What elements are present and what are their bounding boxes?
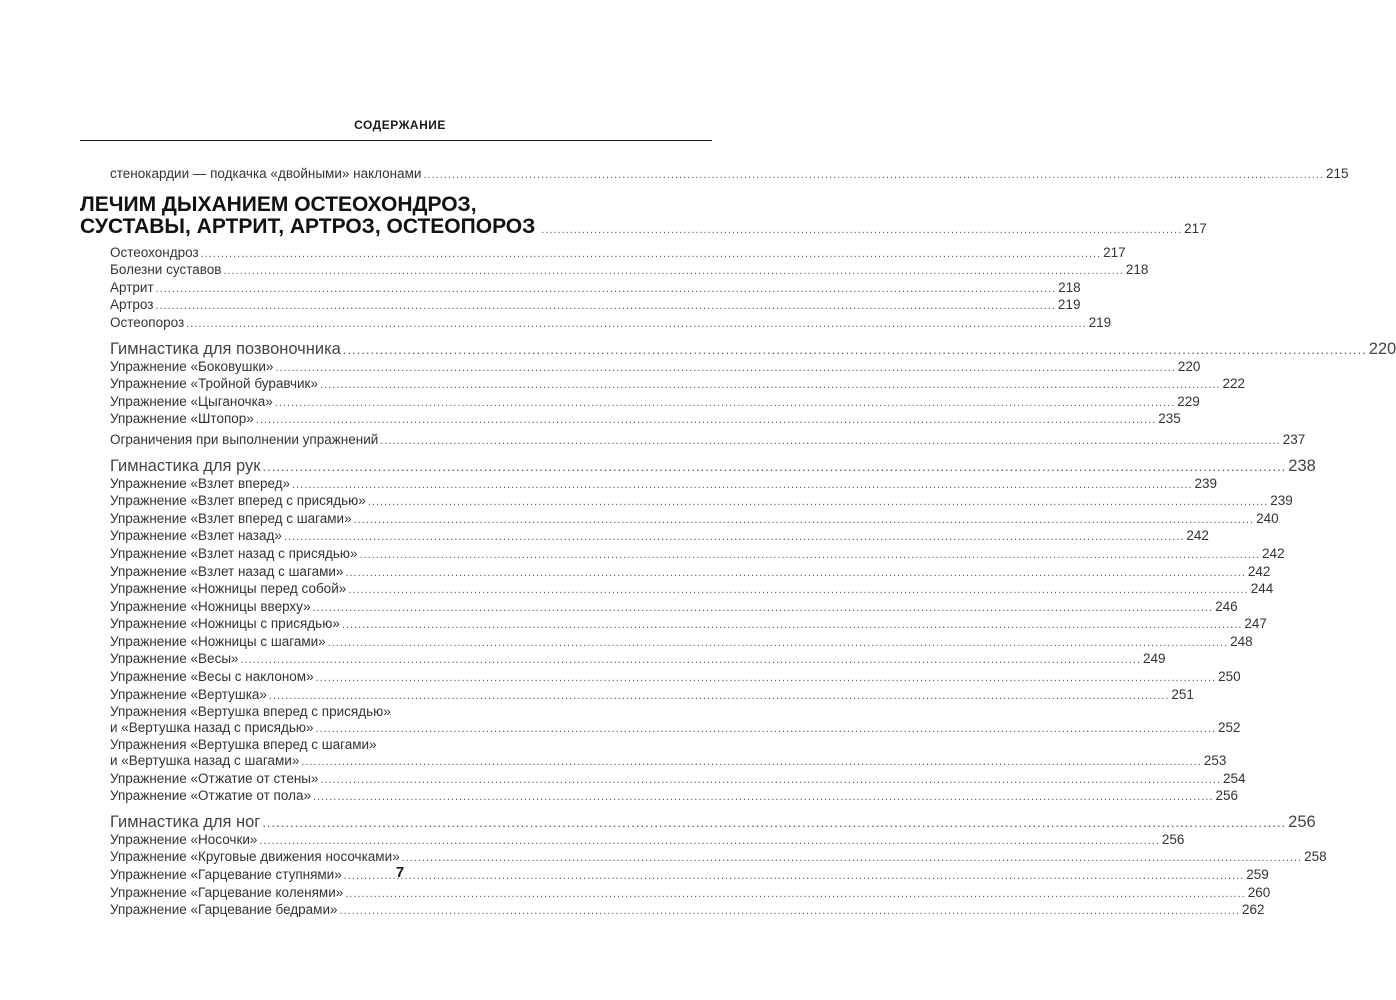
toc-entry <box>80 788 1238 806</box>
toc-entry <box>80 431 1306 450</box>
toc-leader <box>423 168 1323 184</box>
toc-leader <box>316 671 1216 687</box>
toc-entry-title: Упражнение «Носочки» <box>110 831 258 847</box>
chapter-title-line2: СУСТАВЫ, АРТРИТ, АРТРОЗ, ОСТЕОПОРОЗ <box>80 214 536 238</box>
toc-entry <box>80 770 1246 789</box>
toc-leader <box>223 264 1123 280</box>
toc-leader <box>345 887 1245 903</box>
toc-entry-title: Упражнение «Вертушка» <box>110 686 267 702</box>
toc-entry-title: и «Вертушка назад с шагами» <box>110 753 300 769</box>
toc-entry <box>80 411 1181 429</box>
toc-entry-title: Упражнение «Отжатие от пола» <box>110 788 311 804</box>
toc-entry <box>80 651 1166 669</box>
header-rule <box>80 140 712 141</box>
section-title: Гимнастика для позвоночника <box>110 339 341 358</box>
section-heading-legs <box>80 812 1316 832</box>
toc-entry-title: Упражнение «Отжатие от стены» <box>110 770 319 786</box>
toc-entry-page: 220 <box>1177 358 1201 374</box>
toc-leader <box>354 513 1254 529</box>
toc-entry-page: 254 <box>1222 770 1246 786</box>
toc-entry-title: Упражнение «Взлет вперед» <box>110 475 291 491</box>
toc-entry-page: 239 <box>1194 475 1218 491</box>
toc-entry-page: 258 <box>1304 849 1327 865</box>
toc-entry-title: Упражнение «Тройной буравчик» <box>110 376 318 392</box>
toc-entry <box>80 581 1274 599</box>
chapter-page: 217 <box>1184 220 1207 236</box>
toc-entry-title: Упражнение «Ножницы с присядью» <box>110 616 340 632</box>
section-page: 256 <box>1288 812 1316 831</box>
toc-leader <box>313 790 1213 806</box>
toc-leader <box>316 722 1216 738</box>
toc-leader <box>321 773 1221 789</box>
toc-entry-page: 240 <box>1256 510 1279 526</box>
toc-leader <box>259 834 1159 850</box>
toc-leader <box>292 478 1192 494</box>
toc-entry-title: Упражнение «Гарцевание ступнями» <box>110 867 342 882</box>
toc-entry <box>80 902 1265 920</box>
toc-entry-title: Упражнение «Боковушки» <box>110 358 274 374</box>
toc-entry <box>80 598 1238 617</box>
chapter-title-line1: ЛЕЧИМ ДЫХАНИЕМ ОСТЕОХОНДРОЗ, <box>80 192 477 216</box>
toc-leader <box>541 219 1182 241</box>
toc-leader <box>275 361 1175 377</box>
toc-leader <box>368 495 1268 511</box>
toc-leader <box>348 583 1248 599</box>
toc-entry-page: 217 <box>1103 244 1126 260</box>
toc-entry <box>80 633 1253 652</box>
toc-entry-title: Упражнение «Ножницы вверху» <box>110 598 311 614</box>
toc-leader <box>186 317 1086 333</box>
toc-entry-page: 242 <box>1186 528 1209 544</box>
toc-entry-page: 249 <box>1143 651 1166 667</box>
toc-entry-title: Упражнение «Взлет вперед с присядью» <box>110 493 366 509</box>
toc-entry-title: Болезни суставов <box>110 262 222 278</box>
toc-entry-page: 219 <box>1057 297 1081 313</box>
toc-entry <box>80 719 1241 738</box>
toc-entry-title: Упражнение «Ножницы перед собой» <box>110 581 347 597</box>
page-number: 7 <box>395 864 405 881</box>
toc-entry-page: 251 <box>1171 686 1194 702</box>
toc-entry <box>80 884 1271 903</box>
toc-leader <box>201 247 1101 263</box>
toc-entry-page: 247 <box>1244 616 1267 632</box>
toc-leader <box>342 618 1242 634</box>
toc-entry <box>80 475 1218 494</box>
toc-entry-page: 260 <box>1247 884 1271 900</box>
section-heading-arms <box>80 456 1316 476</box>
toc-leader <box>155 299 1055 315</box>
toc-entry-multiline-line1: Упражнения «Вертушка вперед с присядью» <box>110 704 391 720</box>
toc-leader <box>380 434 1280 450</box>
toc-entry-page: 262 <box>1241 902 1265 918</box>
toc-entry-title: Упражнение «Взлет назад» <box>110 528 282 544</box>
toc-entry-page: 237 <box>1282 431 1306 447</box>
toc-leader <box>313 601 1213 617</box>
chapter-title-line2-row <box>80 214 1207 241</box>
toc-leader <box>269 689 1169 705</box>
toc-entry-page: 252 <box>1217 719 1241 735</box>
toc-entry <box>80 166 1349 184</box>
toc-group-conditions <box>80 244 1149 333</box>
table-of-contents <box>80 166 1396 920</box>
toc-entry-page: 246 <box>1215 598 1238 614</box>
toc-entry-page: 235 <box>1158 411 1181 427</box>
toc-entry-title: Упражнение «Гарцевание бедрами» <box>110 902 338 918</box>
section-heading-spine <box>80 339 1396 359</box>
toc-leader <box>340 904 1240 920</box>
toc-entry <box>80 669 1241 687</box>
toc-entry-title: Упражнение «Взлет вперед с шагами» <box>110 510 352 526</box>
toc-entry-title: Артроз <box>110 297 154 313</box>
toc-entry-page: 215 <box>1325 166 1349 181</box>
toc-entry <box>80 358 1201 377</box>
toc-entry-title: Упражнение «Взлет назад с шагами» <box>110 563 344 579</box>
toc-entry-title: стенокардии — подкачка «двойными» наклонами <box>110 166 422 181</box>
toc-entry <box>80 393 1200 412</box>
toc-leader <box>328 636 1228 652</box>
toc-leader <box>262 814 1286 832</box>
toc-entry-title: Упражнение «Штопор» <box>110 411 254 427</box>
toc-entry <box>80 297 1081 315</box>
toc-entry <box>80 616 1267 634</box>
toc-entry <box>80 686 1194 705</box>
toc-entry-title: Остеохондроз <box>110 244 199 260</box>
toc-entry <box>80 753 1227 771</box>
toc-leader <box>156 282 1056 298</box>
toc-entry-title: и «Вертушка назад с присядью» <box>110 719 314 735</box>
toc-entry-title: Остеопороз <box>110 314 185 330</box>
toc-entry-multiline-line1: Упражнения «Вертушка вперед с шагами» <box>110 737 377 753</box>
toc-entry-page: 222 <box>1222 376 1245 392</box>
section-page: 238 <box>1288 456 1316 475</box>
toc-entry <box>80 563 1271 582</box>
toc-entry-title: Ограничения при выполнении упражнений <box>110 431 379 447</box>
toc-entry-page: 242 <box>1247 563 1271 579</box>
toc-entry <box>80 493 1293 511</box>
toc-entry-title: Упражнение «Весы» <box>110 651 239 667</box>
toc-entry-page: 244 <box>1250 581 1274 597</box>
toc-entry <box>80 831 1185 850</box>
toc-entry-page: 248 <box>1230 633 1253 649</box>
toc-entry-title: Упражнение «Ножницы с шагами» <box>110 633 326 649</box>
toc-leader <box>345 566 1245 582</box>
toc-entry-title: Упражнение «Весы с наклоном» <box>110 669 314 685</box>
chapter-heading <box>80 192 1207 241</box>
toc-entry <box>80 528 1209 546</box>
toc-entry-page: 219 <box>1088 314 1112 330</box>
toc-leader <box>256 413 1156 429</box>
toc-entry-title: Артрит <box>110 279 154 295</box>
toc-entry <box>80 510 1279 529</box>
toc-entry-page: 218 <box>1125 262 1149 278</box>
section-title: Гимнастика для рук <box>110 456 261 475</box>
toc-entry <box>80 262 1149 280</box>
toc-entry-page: 218 <box>1058 279 1081 295</box>
toc-leader <box>320 378 1220 394</box>
toc-entry <box>80 376 1245 394</box>
toc-entry-title: Упражнение «Взлет назад с присядью» <box>110 545 358 561</box>
toc-entry <box>80 545 1285 564</box>
toc-leader <box>262 458 1286 476</box>
toc-leader <box>284 530 1184 546</box>
toc-entry-page: 250 <box>1218 669 1241 685</box>
toc-entry <box>80 244 1126 263</box>
toc-entry-page: 253 <box>1203 753 1227 769</box>
toc-leader <box>275 396 1175 412</box>
toc-leader <box>343 341 1367 359</box>
toc-leader <box>241 653 1141 669</box>
toc-leader <box>360 548 1260 564</box>
toc-entry-page: 259 <box>1246 867 1269 882</box>
toc-leader <box>301 755 1201 771</box>
toc-entry <box>80 279 1081 298</box>
toc-entry-page: 239 <box>1270 493 1293 509</box>
toc-entry-page: 229 <box>1177 393 1200 409</box>
toc-entry-title: Упражнение «Гарцевание коленями» <box>110 884 344 900</box>
toc-entry <box>80 314 1112 333</box>
running-header: СОДЕРЖАНИЕ <box>354 118 446 132</box>
section-page: 220 <box>1368 339 1396 358</box>
section-title: Гимнастика для ног <box>110 812 261 831</box>
toc-entry-page: 242 <box>1262 545 1285 561</box>
toc-entry-page: 256 <box>1161 831 1185 847</box>
toc-entry-page: 256 <box>1215 788 1238 804</box>
toc-entry-title: Упражнение «Круговые движения носочками» <box>110 849 400 865</box>
toc-entry-title: Упражнение «Цыганочка» <box>110 393 273 409</box>
